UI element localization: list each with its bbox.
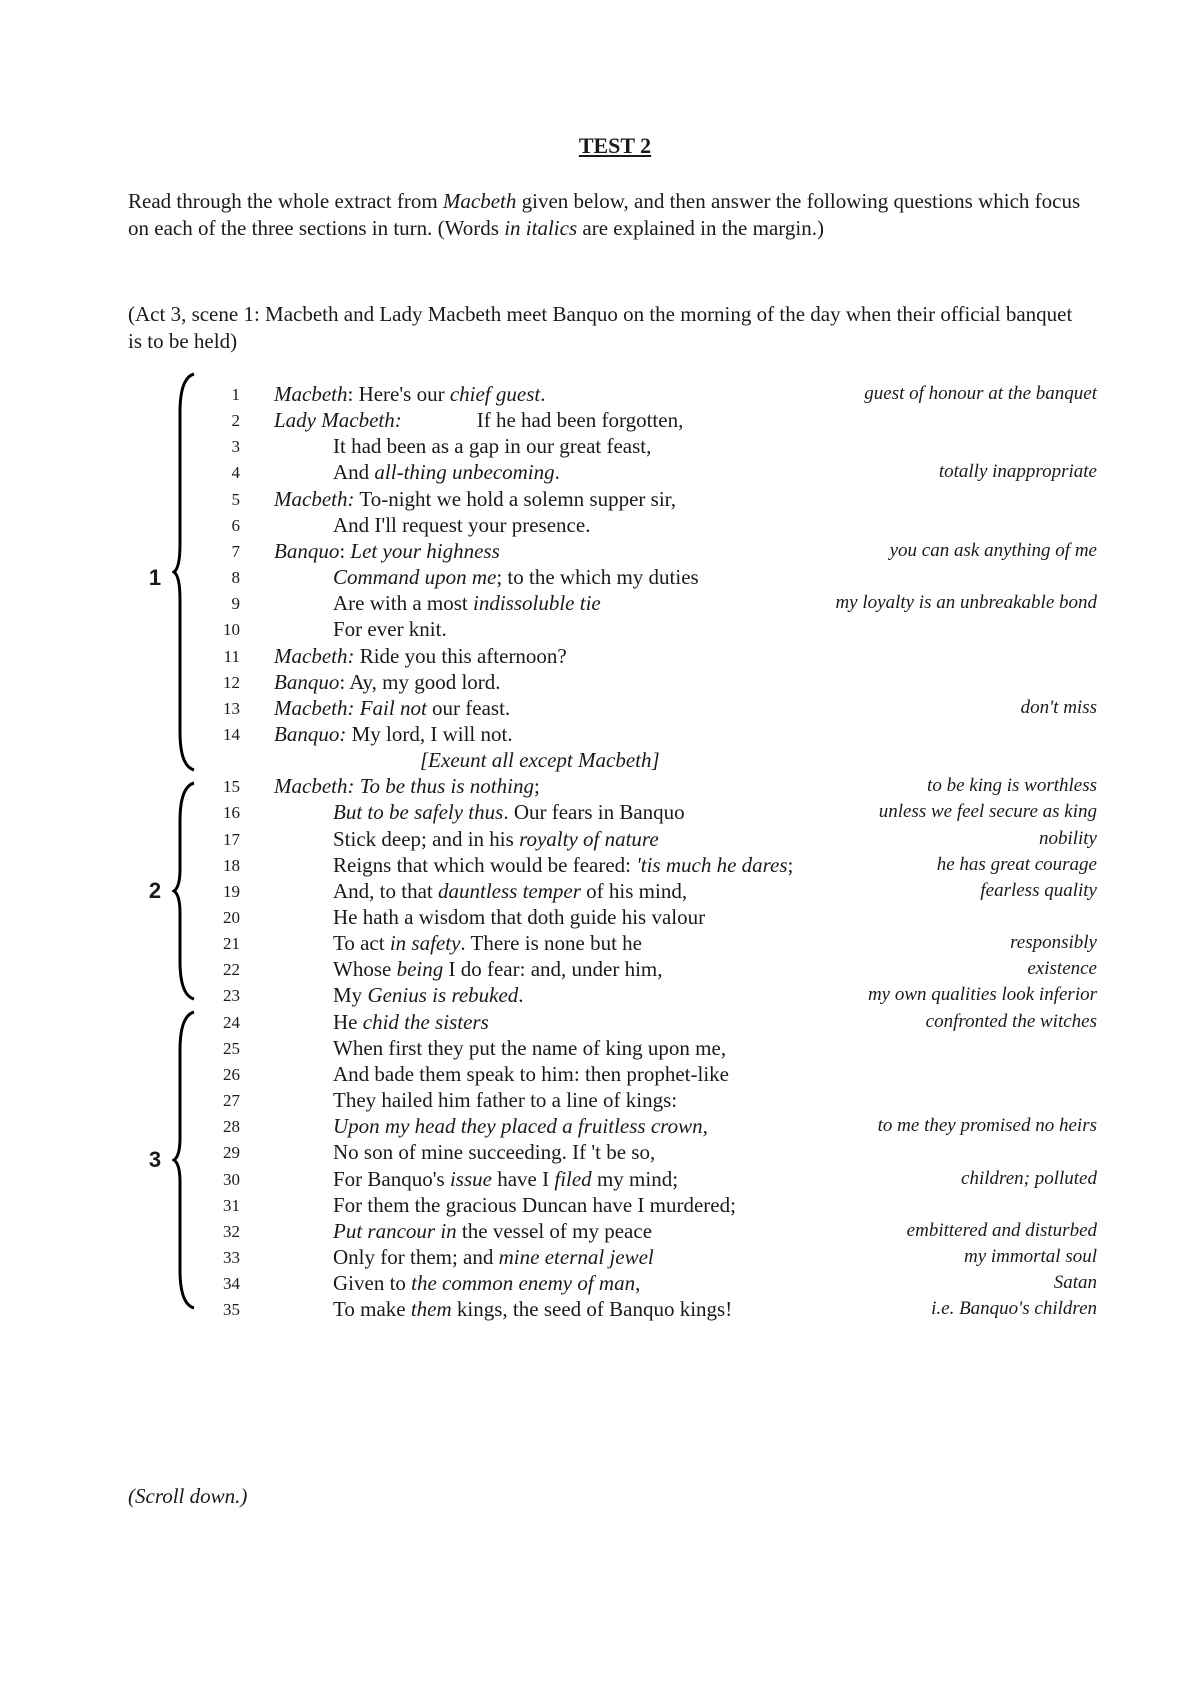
line-text [333, 434, 651, 459]
margin-gloss: don't miss [1020, 696, 1097, 718]
section-3-label: 3 [148, 1147, 162, 1172]
line-text [333, 591, 601, 616]
line-text [274, 696, 510, 721]
line-text [274, 774, 540, 799]
italic-phrase: [Exeunt all except Macbeth] [420, 748, 660, 773]
italic-phrase: Command upon me [333, 565, 497, 590]
line-text [333, 983, 524, 1008]
plain-phrase: ; to the which my duties [496, 565, 699, 590]
plain-phrase: Reigns that which would be feared: [333, 852, 637, 877]
section-1-brace [172, 372, 202, 772]
italic-phrase: issue [449, 1166, 492, 1191]
plain-phrase: For Banquo's [333, 1166, 450, 1191]
plain-phrase: , [635, 1271, 641, 1296]
plain-phrase: Are with a most [333, 591, 473, 616]
line-number: 12 [223, 672, 240, 692]
instructions-play-title: Macbeth [442, 189, 517, 213]
plain-phrase: : Ay, my good lord. [339, 669, 501, 694]
margin-gloss: my immortal soul [964, 1245, 1097, 1267]
line-number: 14 [223, 724, 240, 744]
plain-phrase: : [339, 538, 351, 563]
line-text [333, 513, 590, 538]
line-text [274, 644, 567, 669]
line-number: 3 [231, 437, 240, 457]
scene-context: (Act 3, scene 1: Macbeth and Lady Macbeth meet Banquo on the morning of the day when their official banquet is to be held) [128, 302, 1073, 353]
page-title: TEST 2 [578, 133, 652, 158]
line-text [333, 1193, 736, 1218]
scroll-note: (Scroll down.) [128, 1484, 248, 1508]
plain-phrase: To make [333, 1297, 411, 1322]
line-text [333, 1297, 732, 1322]
margin-gloss: children; polluted [961, 1167, 1097, 1189]
line-number: 4 [231, 463, 240, 483]
italic-phrase: Macbeth [274, 382, 348, 406]
instructions-paragraph [128, 188, 1088, 242]
italic-phrase: chief guest [449, 382, 541, 406]
line-text [333, 853, 793, 878]
italic-phrase: Let your highness [350, 538, 500, 563]
italic-phrase: Macbeth: [274, 643, 355, 668]
line-text [333, 1271, 640, 1296]
italic-phrase: filed [554, 1166, 592, 1191]
line-text [333, 1036, 726, 1061]
italic-phrase: Macbeth: To be thus is nothing [274, 774, 534, 799]
margin-gloss: embittered and disturbed [906, 1219, 1097, 1241]
margin-gloss: confronted the witches [925, 1010, 1097, 1032]
line-text [420, 748, 660, 773]
margin-gloss: you can ask anything of me [889, 539, 1097, 561]
line-text [274, 722, 513, 747]
plain-phrase: our feast. [426, 695, 511, 720]
section-2-label: 2 [148, 878, 162, 903]
line-number: 25 [223, 1038, 240, 1058]
instructions-italic-note: in italics [504, 216, 578, 240]
instructions-text: are explained in the margin.) [577, 216, 824, 240]
italic-phrase: the common enemy of man [411, 1271, 636, 1296]
line-text [333, 957, 663, 982]
italic-phrase: Lady Macbeth: [274, 408, 402, 433]
italic-phrase: Genius is rebuked [367, 983, 519, 1008]
line-text [333, 565, 699, 590]
margin-gloss: my loyalty is an unbreakable bond [835, 592, 1097, 614]
italic-phrase: mine eternal jewel [498, 1244, 654, 1269]
line-number: 28 [223, 1117, 240, 1137]
line-text [333, 1167, 678, 1192]
italic-phrase: Put rancour in [333, 1218, 457, 1243]
italic-phrase: dauntless temper [438, 878, 581, 903]
plain-phrase: And bade them speak to him: then prophet-like [333, 1061, 729, 1086]
line-number: 31 [223, 1195, 240, 1215]
line-number: 7 [231, 541, 240, 561]
section-3-brace [172, 1010, 202, 1310]
margin-gloss: nobility [1038, 827, 1097, 849]
line-text [333, 1245, 654, 1270]
italic-phrase: Macbeth: [274, 486, 355, 511]
plain-phrase: And I'll request your presence. [333, 512, 591, 537]
line-number: 2 [231, 411, 240, 431]
plain-phrase: . There is none but he [460, 931, 642, 956]
line-number: 33 [223, 1247, 240, 1267]
line-number: 19 [223, 881, 240, 901]
line-text [333, 879, 687, 904]
line-text [274, 408, 683, 433]
section-1-label: 1 [148, 565, 162, 590]
margin-gloss: he has great courage [936, 853, 1097, 875]
line-number: 22 [223, 960, 240, 980]
italic-phrase: But to be safely thus [333, 800, 504, 825]
line-number: 34 [223, 1274, 240, 1294]
plain-phrase: And [333, 460, 375, 485]
plain-phrase: My [333, 983, 368, 1008]
line-number: 15 [223, 777, 240, 797]
plain-phrase: It had been as a gap in our great feast, [333, 434, 652, 459]
italic-phrase: Macbeth: Fail not [274, 695, 427, 720]
italic-phrase: Banquo: [274, 721, 347, 746]
instructions-text: Read through the whole extract from [128, 189, 443, 213]
line-text [333, 460, 560, 485]
line-number: 10 [223, 620, 240, 640]
plain-phrase: kings, the seed of Banquo kings! [451, 1297, 733, 1322]
line-number: 30 [223, 1169, 240, 1189]
plain-phrase: He hath a wisdom that doth guide his valour [333, 905, 706, 929]
line-text [333, 1219, 652, 1244]
line-text [333, 800, 685, 825]
plain-phrase: They hailed him father to a line of kings: [333, 1088, 678, 1113]
line-number: 5 [231, 489, 240, 509]
margin-gloss: to me they promised no heirs [877, 1115, 1097, 1137]
italic-phrase: being [396, 957, 444, 982]
plain-phrase: When first they put the name of king upon me, [333, 1035, 727, 1060]
line-text [333, 1114, 708, 1139]
line-number: 32 [223, 1221, 240, 1241]
plain-phrase: I do fear: and, under him, [443, 957, 663, 982]
line-number: 24 [223, 1012, 240, 1032]
line-text [274, 487, 676, 512]
margin-gloss: guest of honour at the banquet [864, 383, 1097, 404]
plain-phrase: No son of mine succeeding. If 't be so, [333, 1140, 656, 1165]
plain-phrase: To act [333, 931, 390, 956]
line-number: 27 [223, 1091, 240, 1111]
plain-phrase: have I [491, 1166, 555, 1191]
italic-phrase: all-thing unbecoming [374, 460, 555, 485]
line-number: 17 [223, 829, 240, 849]
italic-phrase: indissoluble tie [472, 591, 601, 616]
plain-phrase: If he had been forgotten, [476, 408, 684, 433]
italic-phrase: in safety [389, 931, 461, 956]
line-text [333, 617, 447, 642]
margin-gloss: totally inappropriate [938, 461, 1097, 483]
line-number: 29 [223, 1143, 240, 1163]
line-number: 21 [223, 934, 240, 954]
plain-phrase: Ride you this afternoon? [354, 643, 567, 668]
line-text [333, 1140, 655, 1165]
line-text [333, 1062, 729, 1087]
instructions-text: given below, and then answer the following questions which focus on each of the three sections in turn. (Words [128, 189, 1081, 240]
margin-gloss: my own qualities look inferior [867, 984, 1097, 1006]
plain-phrase: Only for them; and [333, 1244, 499, 1269]
line-number: 35 [223, 1300, 240, 1320]
plain-phrase: And, to that [333, 878, 438, 903]
margin-gloss: Satan [1053, 1272, 1097, 1294]
line-number: 23 [223, 986, 240, 1006]
plain-phrase: Stick deep; and in his [333, 826, 520, 851]
plain-phrase: He [333, 1009, 363, 1034]
italic-phrase: 'tis much he dares [636, 852, 788, 877]
margin-gloss: responsibly [1010, 932, 1097, 954]
line-text [333, 1088, 677, 1113]
line-number: 9 [231, 594, 240, 614]
plain-phrase: of his mind, [580, 878, 688, 903]
plain-phrase: : Here's our [347, 382, 450, 406]
italic-phrase: Banquo [274, 669, 340, 694]
margin-gloss: fearless quality [980, 879, 1097, 901]
plain-phrase: . [540, 382, 546, 406]
plain-phrase: ; [787, 852, 794, 877]
line-text [333, 1010, 489, 1035]
italic-phrase: Banquo [274, 538, 340, 563]
line-number: 18 [223, 855, 240, 875]
italic-phrase: royalty of nature [519, 826, 659, 851]
plain-phrase: . Our fears in Banquo [503, 800, 685, 825]
margin-gloss: unless we feel secure as king [878, 801, 1097, 823]
plain-phrase: . [554, 460, 560, 485]
line-text [333, 827, 659, 852]
plain-phrase: my mind; [591, 1166, 679, 1191]
italic-phrase: chid the sisters [362, 1009, 489, 1034]
plain-phrase: For them the gracious Duncan have I murdered; [333, 1192, 736, 1217]
line-number: 13 [223, 698, 240, 718]
line-number: 20 [223, 908, 240, 927]
plain-phrase: ; [533, 774, 540, 799]
plain-phrase: For ever knit. [333, 617, 447, 642]
line-text [274, 382, 545, 407]
line-text [274, 670, 501, 695]
line-number: 6 [231, 515, 240, 535]
plain-phrase: Given to [333, 1271, 412, 1296]
line-text [274, 539, 500, 564]
plain-phrase: To-night we hold a solemn supper sir, [354, 486, 677, 511]
plain-phrase: Whose [333, 957, 397, 982]
line-number: 26 [223, 1064, 240, 1084]
line-number: 1 [231, 385, 240, 404]
italic-phrase: Upon my head they placed a fruitless crown, [333, 1114, 708, 1139]
line-number: 8 [231, 568, 240, 588]
margin-gloss: i.e. Banquo's children [931, 1298, 1097, 1320]
section-2-brace [172, 781, 202, 1001]
margin-gloss: existence [1027, 958, 1097, 980]
plain-phrase: the vessel of my peace [456, 1218, 653, 1243]
line-number: 11 [223, 646, 240, 666]
line-text [333, 931, 642, 956]
italic-phrase: them [410, 1297, 452, 1322]
margin-gloss: to be king is worthless [927, 775, 1097, 797]
plain-phrase: My lord, I will not. [346, 721, 513, 746]
plain-phrase: . [518, 983, 524, 1008]
line-number: 16 [223, 803, 240, 823]
line-text [333, 905, 705, 930]
